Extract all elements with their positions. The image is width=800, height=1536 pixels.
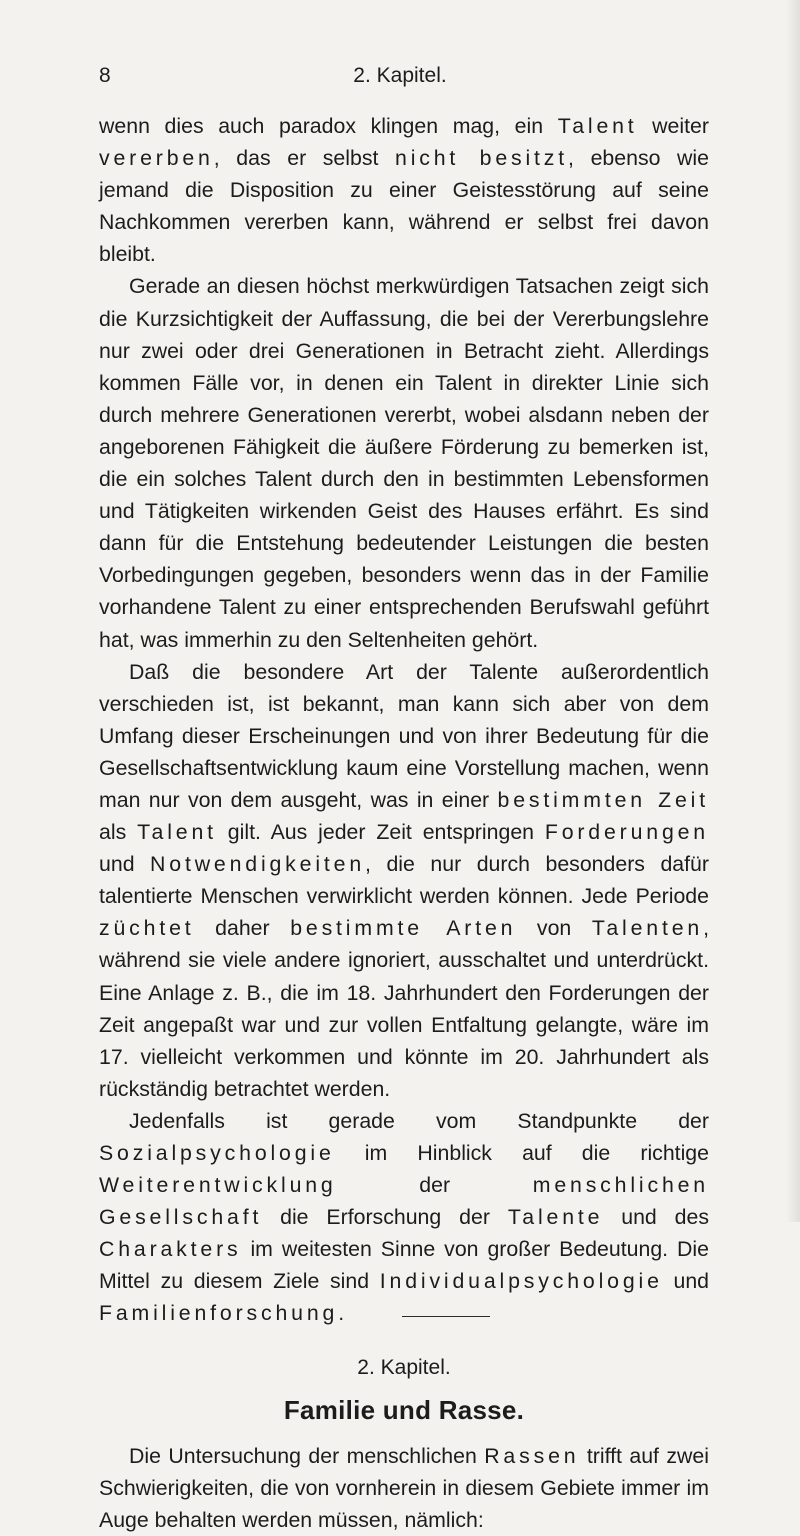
emphasis-text: Charakters bbox=[99, 1237, 242, 1262]
text-run: daher bbox=[194, 916, 291, 941]
text-run: und bbox=[99, 852, 151, 877]
page-body bbox=[99, 110, 709, 1536]
emphasis-text: menschlichen Gesellschaft bbox=[99, 1173, 709, 1230]
emphasis-text: Notwendigkeiten bbox=[150, 852, 366, 877]
text-run: wenn dies auch paradox klingen mag, ein bbox=[99, 114, 558, 138]
text-run: von bbox=[516, 916, 592, 941]
text-run: , während sie viele andere ignoriert, ausschaltet und unterdrückt. Eine Anlage z. B., die im 18. Jahrhundert den Forderungen der Zeit angepaßt war und zur vollen Entfaltung gelangte, wäre im 17. vielleicht verkommen und könnte im 20. Jahrhundert als rückständig betrachtet werden. bbox=[99, 916, 710, 1101]
page-header bbox=[0, 60, 800, 96]
emphasis-text: Talent bbox=[557, 114, 638, 138]
text-run: im weitesten Sinne von großer Bedeutung. Die Mittel zu diesem Ziele sind bbox=[99, 1237, 709, 1294]
text-run: die Erforschung der bbox=[262, 1205, 508, 1230]
paragraph-4 bbox=[99, 1105, 709, 1330]
emphasis-text: bestimmte Arten bbox=[290, 916, 517, 941]
text-run: und des bbox=[603, 1205, 709, 1230]
emphasis-text: Weiterentwicklung bbox=[99, 1173, 337, 1198]
emphasis-text: züchtet bbox=[99, 916, 195, 941]
text-run: . bbox=[338, 1301, 345, 1326]
paragraph-5 bbox=[99, 1440, 709, 1536]
emphasis-text: Talent bbox=[137, 820, 217, 845]
page-number: 8 bbox=[99, 64, 111, 87]
text-run: trifft auf zwei Schwierigkeiten, die von vornherein in diesem Gebiete immer im Auge behalten werden müssen, nämlich: bbox=[99, 1443, 709, 1532]
emphasis-text: Familienforschung bbox=[99, 1301, 339, 1326]
text-run: gilt. Aus jeder Zeit entspringen bbox=[216, 820, 545, 845]
text-run: , die nur durch besonders dafür talentierte Menschen verwirklicht werden können. Jede Periode bbox=[99, 852, 709, 909]
paragraph-1 bbox=[99, 110, 709, 270]
emphasis-text: vererben bbox=[99, 146, 214, 171]
text-run: im Hinblick auf die richtige bbox=[334, 1141, 709, 1165]
emphasis-text: Talenten bbox=[591, 916, 704, 941]
text-run: Die Untersuchung der menschlichen bbox=[129, 1443, 485, 1468]
text-run: als bbox=[99, 820, 138, 845]
emphasis-text: Rassen bbox=[484, 1443, 580, 1468]
text-run: weiter bbox=[637, 114, 709, 138]
emphasis-text: nicht besitzt bbox=[395, 146, 569, 171]
paragraph-2: Gerade an diesen höchst merkwürdigen Tatsachen zeigt sich die Kurzsichtigkeit der Auffassung, die bei der Vererbungslehre nur zwei oder drei Generationen in Betracht zieht. Allerdings kommen Fälle vor, in denen ein Talent in direkter Linie sich durch mehrere Generationen vererbt, wobei alsdann neben der angeborenen Fähigkeit die äußere Förderung zu bemerken ist, die ein solches Talent durch den in bestimmten Lebensformen und Tätigkeiten wirkenden Geist des Hauses erfährt. Es sind dann für die Entstehung bedeutender Leistungen die besten Vorbedingungen gegeben, besonders wenn das in der Familie vorhandene Talent zu einer entsprechenden Berufswahl geführt hat, was immerhin zu den Seltenheiten gehört. bbox=[99, 274, 709, 652]
emphasis-text: Forderungen bbox=[544, 820, 709, 845]
section-end-rule bbox=[402, 1316, 490, 1317]
paragraph-3 bbox=[99, 656, 709, 1105]
text-run: Daß die besondere Art der Talente außerordentlich verschieden ist, ist bekannt, man kann sich aber von dem Umfang dieser Erscheinungen und von ihrer Bedeutung für die Gesellschaftsentwicklung kaum eine Vorstellung machen, wenn man nur von dem ausgeht, was in einer bbox=[99, 659, 709, 812]
text-run: , ebenso wie jemand die Disposition zu einer Geistesstörung auf seine Nachkommen vererben kann, während er selbst frei davon bleibt. bbox=[99, 146, 710, 267]
chapter-title: Familie und Rasse. bbox=[283, 1394, 525, 1425]
emphasis-text: Individualpsychologie bbox=[379, 1269, 663, 1294]
text-run: Jedenfalls ist gerade vom Standpunkte der bbox=[129, 1108, 709, 1133]
running-head: 2. Kapitel. bbox=[353, 64, 447, 87]
emphasis-text: Sozialpsychologie bbox=[99, 1141, 335, 1165]
text-run: der bbox=[336, 1173, 533, 1198]
chapter-label: 2. Kapitel. bbox=[357, 1355, 451, 1379]
text-run: , das er selbst bbox=[213, 146, 396, 171]
emphasis-text: Talente bbox=[507, 1205, 604, 1230]
page-edge-shadow bbox=[786, 0, 800, 1222]
emphasis-text: bestimmten Zeit bbox=[497, 787, 709, 812]
text-run: und bbox=[662, 1269, 710, 1294]
